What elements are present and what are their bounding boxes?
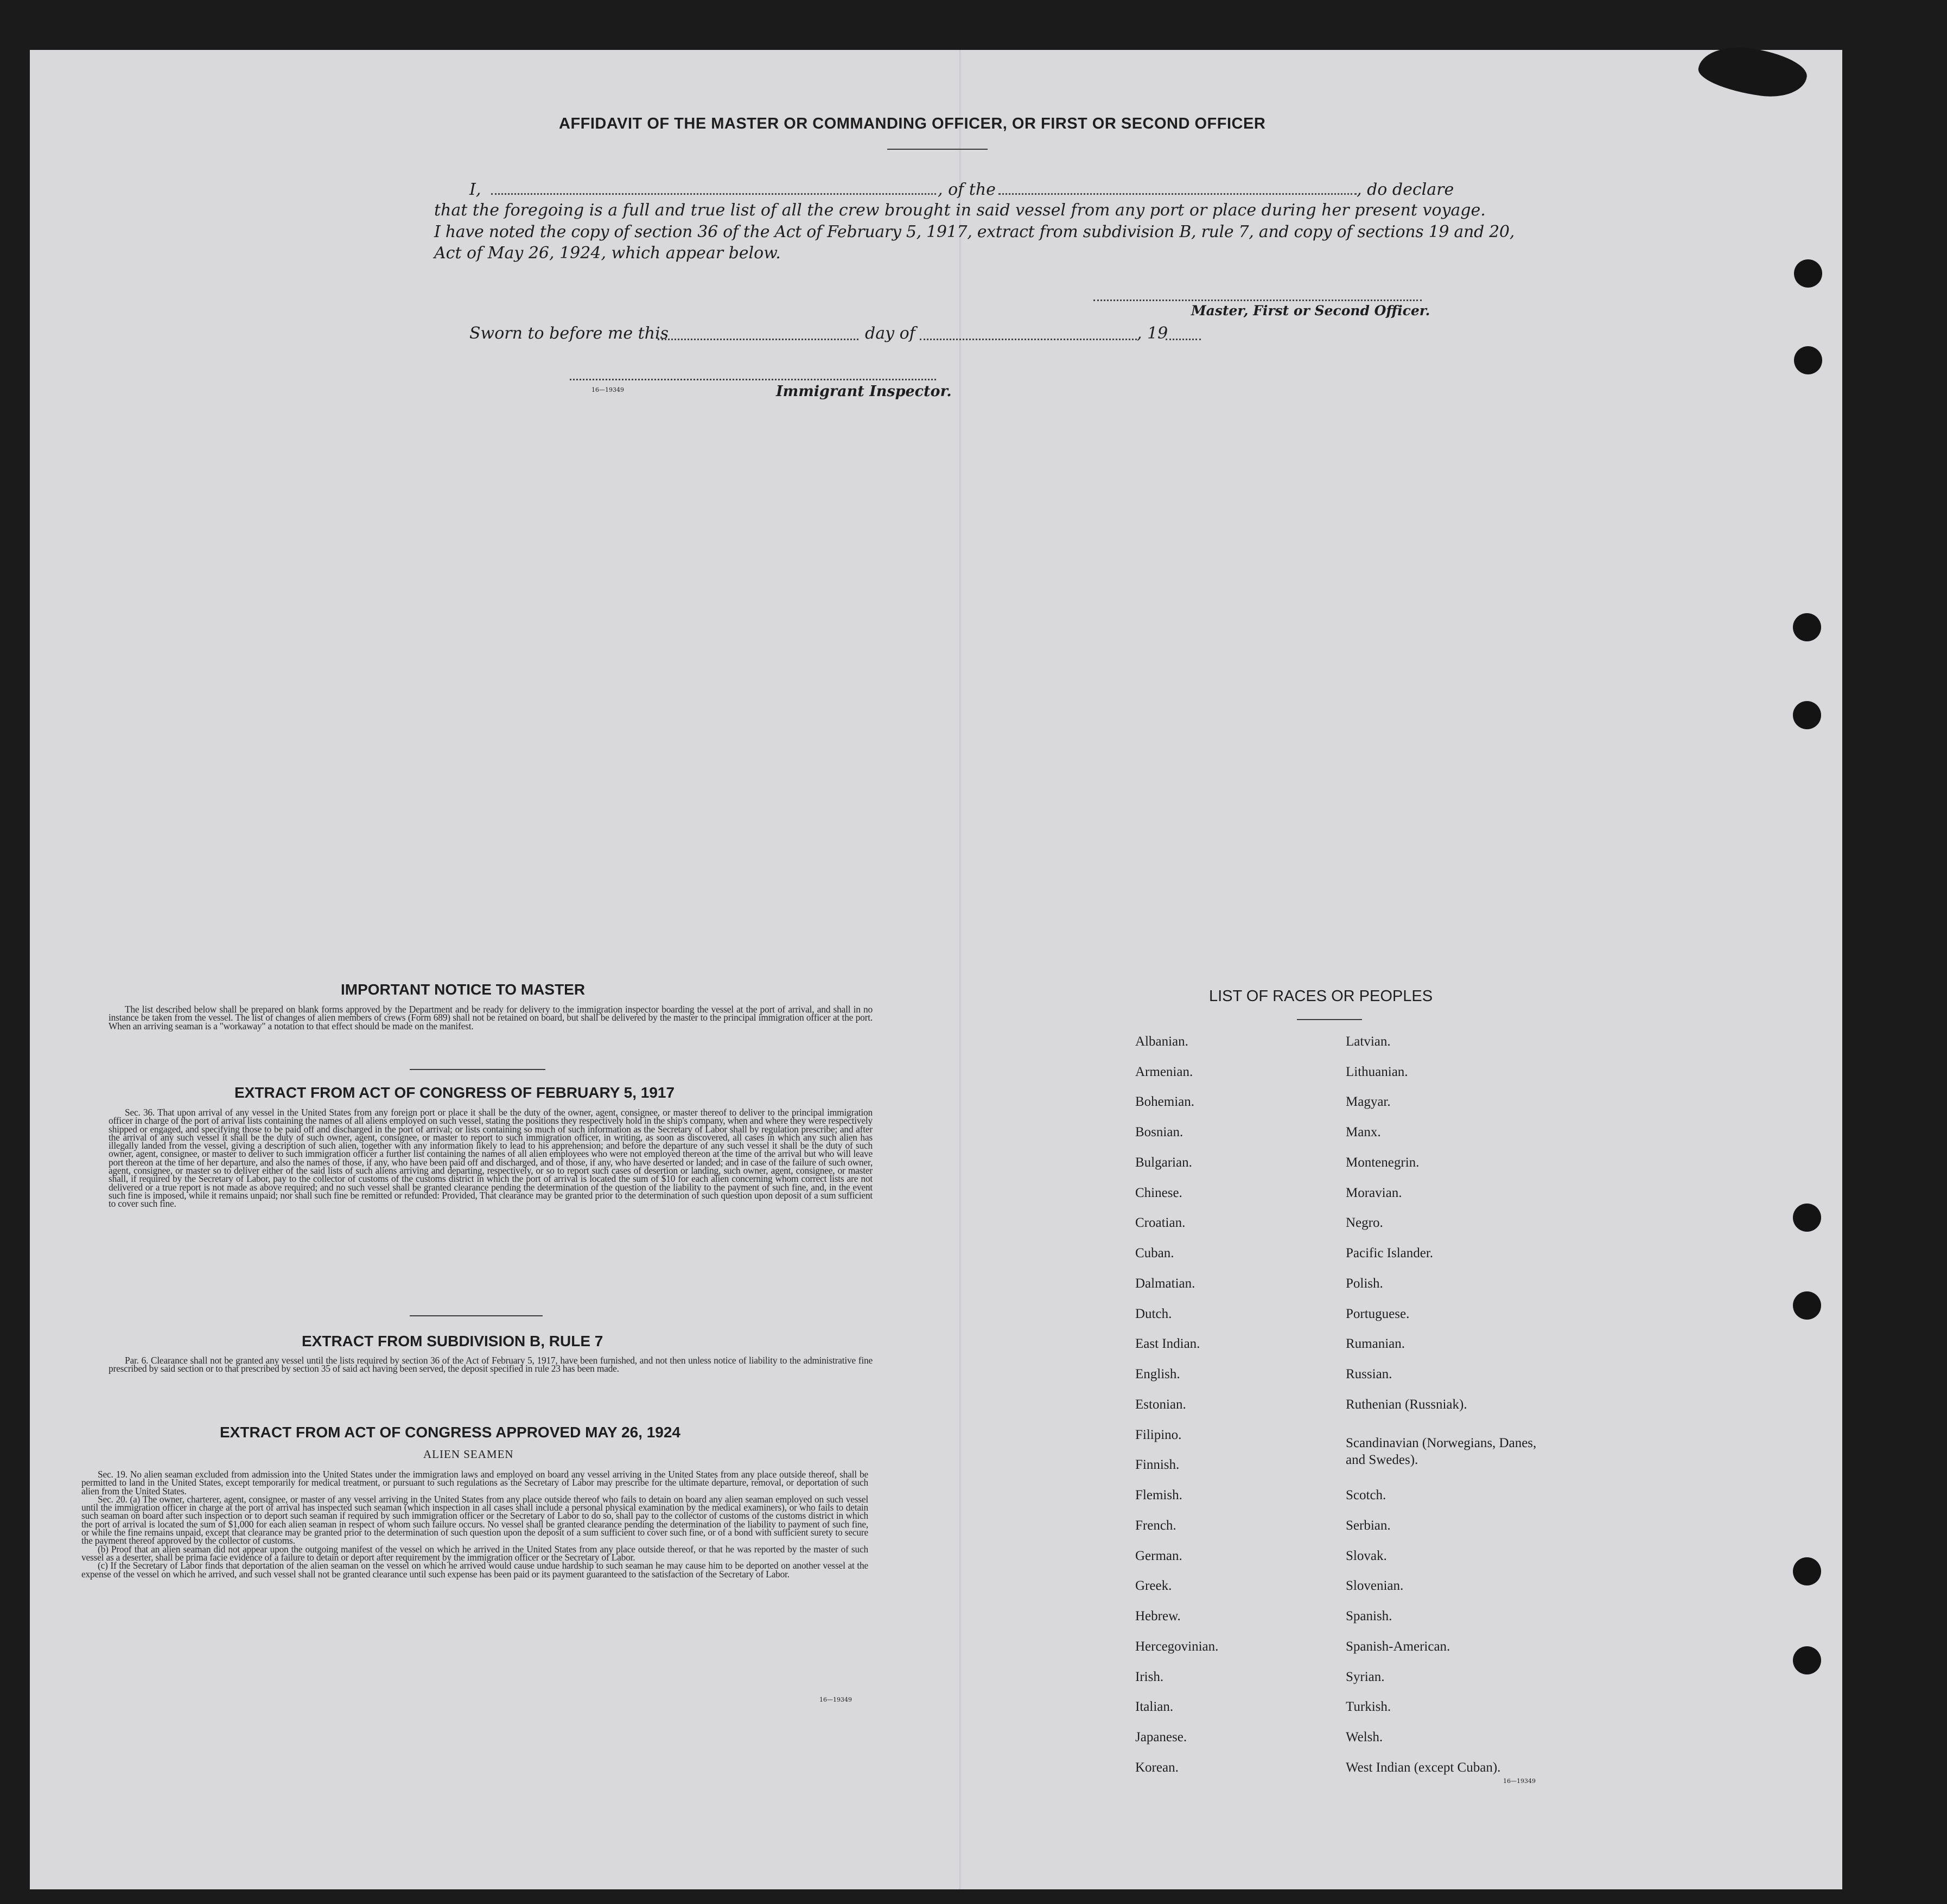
- race-right-item: Slovenian.: [1346, 1578, 1404, 1593]
- sec36-paragraph: Sec. 36. That upon arrival of any vessel in the United States from any foreign port or place it shall be the duty of the owner, agent, consignee, or master thereof to deliver to the principal immigration officer in charge of the port of arrival lists containing the names of all aliens employed on such vessel, stating the positions they respectively hold in the ship's company, when and where they were respectively shipped or engaged, and specifying those to be paid off and discharged in the port of arrival; or lists containing so much of such information as the Secretary of Labor shall by regulation prescribe; and after the arrival of any such vessel it shall be the duty of such owner, agent, consignee, or master to report to such immigration officer, in writing, as soon as discovered, all cases in which any such alien has illegally landed from the vessel, giving a description of such alien, together with any information likely to lead to his apprehension; and before the departure of any such vessel it shall be the duty of such owner, agent, consignee, or master to deliver to such immigration officer a further list containing the names of all alien employees who were not employed thereon at the time of the arrival but who will leave port thereon at the time of her departure, and also the names of those, if any, who have been paid off and discharged, and of those, if any, who have deserted or landed; and in case of the failure of such owner, agent, consignee, or master so to deliver either of the said lists of such aliens arriving and departing, respectively, or so to report such cases of desertion or landing, such owner, agent, consignee, or master shall, if required by the Secretary of Labor, pay to the collector of customs of the customs district in which the port of arrival is located the sum of $10 for each alien concerning whom correct lists are not delivered or a true report is not made as above required; and no such vessel shall be granted clearance pending the determination of the question of the liability to the payment of such fine, and, in the event such fine is imposed, while it remains unpaid; nor shall such fine be remitted or refunded: Provided, That clearance may be granted prior to the determination of such question upon deposit of a sum sufficient to cover such fine.: [109, 1107, 873, 1209]
- binder-hole: [1794, 259, 1822, 288]
- binder-hole: [1793, 1557, 1821, 1585]
- race-left-item: Finnish.: [1135, 1457, 1180, 1472]
- page-fold: [959, 50, 961, 1889]
- title-divider: [887, 149, 988, 150]
- race-left-item: Hercegovinian.: [1135, 1639, 1219, 1654]
- binder-hole: [1793, 1291, 1821, 1320]
- sworn-day-of: day of: [865, 324, 915, 343]
- extract-1917-title: EXTRACT FROM ACT OF CONGRESS OF FEBRUARY 5, 1917: [234, 1084, 675, 1101]
- race-left-item: Croatian.: [1135, 1215, 1186, 1230]
- notice-text: [109, 1005, 873, 1030]
- race-left-item: Flemish.: [1135, 1488, 1182, 1502]
- affidavit-line3: I have noted the copy of section 36 of the Act of February 5, 1917, extract from subdivision B, rule 7, and copy of sections 19 and 20,: [434, 222, 1515, 241]
- notice-title: IMPORTANT NOTICE TO MASTER: [341, 981, 586, 998]
- sec20b-paragraph: (b) Proof that an alien seaman did not appear upon the outgoing manifest of the vessel on which he arrived in the United States from any place outside thereof, or that he was reported by the master of such vessel as a deserter, shall be prima facie evidence of a failure to detain or deport after requirement by the immigration officer or the Secretary of Labor.: [81, 1543, 868, 1563]
- alien-seamen-subtitle: ALIEN SEAMEN: [423, 1448, 514, 1461]
- race-left-item: Filipino.: [1135, 1428, 1182, 1442]
- affidavit-line4: Act of May 26, 1924, which appear below.: [434, 244, 781, 263]
- race-right-item: Syrian.: [1346, 1670, 1385, 1684]
- race-left-item: Irish.: [1135, 1670, 1164, 1684]
- inspector-signature-line: [570, 379, 936, 380]
- section-divider: [410, 1315, 543, 1316]
- extract-rule7-text: [109, 1357, 873, 1373]
- race-left-item: German.: [1135, 1549, 1182, 1563]
- binder-hole: [1793, 1646, 1821, 1674]
- race-left-item: Estonian.: [1135, 1397, 1186, 1412]
- master-caption: Master, First or Second Officer.: [1191, 303, 1430, 319]
- binder-hole: [1793, 613, 1821, 641]
- sworn-month-blank: [920, 339, 1137, 340]
- races-form-number: 16—19349: [1503, 1778, 1536, 1785]
- binder-hole: [1794, 346, 1822, 374]
- affidavit-line1-end: , do declare: [1357, 180, 1454, 199]
- race-left-item: English.: [1135, 1367, 1180, 1381]
- sec20a-paragraph: Sec. 20. (a) The owner, charterer, agent, consignee, or master of any vessel arriving in the United States from any place outside thereof who fails to detain on board any alien seaman employed on such vessel until the immigration officer in charge at the port of arrival has inspected such seaman (which inspection in all cases shall include a personal physical examination by the medical examiners), or who fails to detain such seaman on board after such inspection or to deport such seaman if required by such immigration officer or the Secretary of Labor to do so, shall pay to the collector of customs of the customs district in which the port of arrival is located the sum of $1,000 for each alien seaman in respect of whom such failure occurs. No vessel shall be granted clearance pending the determination of the liability to payment of such fine, or while the fine remains unpaid, except that clearance may be granted prior to the determination of such question upon the deposit of a sum sufficient to cover such fine, or of a bond with sufficient surety to secure the payment thereof approved by the collector of customs.: [81, 1493, 868, 1546]
- race-right-item: Moravian.: [1346, 1186, 1402, 1200]
- race-left-item: Chinese.: [1135, 1186, 1182, 1200]
- race-right-item: Polish.: [1346, 1276, 1383, 1291]
- race-left-item: Cuban.: [1135, 1246, 1174, 1260]
- inspector-caption: Immigrant Inspector.: [776, 383, 952, 400]
- name-blank: [491, 193, 936, 195]
- sworn-day-blank: [658, 339, 858, 340]
- par6-paragraph: Par. 6. Clearance shall not be granted any vessel until the lists required by section 36 of the Act of February 5, 1917, have been furnished, and not then unless notice of liability to the administrative fine prescribed by said section or to that prescribed by section 35 of said act having been served, the deposit specified in rule 23 has been made.: [109, 1355, 873, 1374]
- binder-hole: [1793, 701, 1821, 729]
- race-left-item: East Indian.: [1135, 1336, 1200, 1351]
- race-right-item: Spanish.: [1346, 1609, 1392, 1623]
- race-left-item: Bulgarian.: [1135, 1155, 1192, 1170]
- race-right-item: Portuguese.: [1346, 1307, 1410, 1321]
- race-right-item: Serbian.: [1346, 1518, 1391, 1533]
- extract-1924-title: EXTRACT FROM ACT OF CONGRESS APPROVED MAY 26, 1924: [220, 1424, 680, 1441]
- race-right-item: Pacific Islander.: [1346, 1246, 1434, 1260]
- race-left-item: Japanese.: [1135, 1730, 1187, 1744]
- sworn-year: , 19: [1137, 324, 1168, 343]
- master-signature-line: [1093, 300, 1422, 301]
- sworn-year-blank: [1166, 339, 1201, 340]
- race-right-item: Lithuanian.: [1346, 1065, 1408, 1079]
- race-right-item: Latvian.: [1346, 1034, 1391, 1049]
- race-right-item: Slovak.: [1346, 1549, 1387, 1563]
- sworn-text: Sworn to before me this: [469, 324, 669, 343]
- race-left-item: Bosnian.: [1135, 1125, 1184, 1139]
- document-sheet: [30, 50, 1842, 1889]
- race-left-item: Armenian.: [1135, 1065, 1193, 1079]
- race-left-item: Dutch.: [1135, 1307, 1172, 1321]
- race-left-item: Greek.: [1135, 1578, 1172, 1593]
- binder-hole: [1793, 1203, 1821, 1232]
- race-right-item: Montenegrin.: [1346, 1155, 1420, 1170]
- vessel-blank: [998, 193, 1357, 195]
- race-right-item: Magyar.: [1346, 1094, 1391, 1109]
- affidavit-title: AFFIDAVIT OF THE MASTER OR COMMANDING OFFICER, OR FIRST OR SECOND OFFICER: [559, 115, 1266, 132]
- notice-paragraph: The list described below shall be prepared on blank forms approved by the Department and be ready for delivery to the immigration inspector boarding the vessel at the port of arrival, and shall in no instance be taken from the vessel. The list of changes of alien members of crews (Form 689) shall not be retained on board, but shall be delivered by the master to the principal immigration officer at the port. When an arriving seaman is a "workaway" a notation to that effect should be made on the manifest.: [109, 1004, 873, 1031]
- race-right-item: Negro.: [1346, 1215, 1383, 1230]
- race-right-item: Welsh.: [1346, 1730, 1383, 1744]
- affidavit-form-number: 16—19349: [591, 386, 624, 393]
- race-left-item: French.: [1135, 1518, 1176, 1533]
- race-right-item: Rumanian.: [1346, 1336, 1405, 1351]
- section-divider: [410, 1069, 545, 1070]
- race-left-item: Korean.: [1135, 1760, 1179, 1775]
- affidavit-line1-start: I,: [469, 180, 481, 199]
- affidavit-line2: that the foregoing is a full and true list of all the crew brought in said vessel from any port or place during her present voyage.: [434, 201, 1486, 220]
- extract-form-number: 16—19349: [819, 1696, 852, 1703]
- race-right-item: Scandinavian (Norwegians, Danes, and Swedes).: [1346, 1436, 1537, 1467]
- race-right-item: West Indian (except Cuban).: [1346, 1760, 1501, 1775]
- race-right-item: Russian.: [1346, 1367, 1392, 1381]
- affidavit-line1-mid: , of the: [938, 180, 996, 199]
- race-right-item: Ruthenian (Russniak).: [1346, 1397, 1467, 1412]
- race-left-item: Italian.: [1135, 1699, 1174, 1714]
- sec19-paragraph: Sec. 19. No alien seaman excluded from admission into the United States under the immigration laws and employed on board any vessel arriving in the United States from any place outside thereof, shall be permitted to land in the United States, except temporarily for medical treatment, or pursuant to such regulations as the Secretary of Labor may prescribe for the ultimate departure, removal, or deportation of such alien from the United States.: [81, 1469, 868, 1497]
- race-left-item: Bohemian.: [1135, 1094, 1195, 1109]
- extract-1917-text: [109, 1109, 873, 1208]
- race-left-item: Albanian.: [1135, 1034, 1188, 1049]
- races-divider: [1297, 1019, 1362, 1020]
- race-right-item: Spanish-American.: [1346, 1639, 1450, 1654]
- race-right-item: Turkish.: [1346, 1699, 1391, 1714]
- race-left-item: Dalmatian.: [1135, 1276, 1195, 1291]
- race-right-item: Manx.: [1346, 1125, 1381, 1139]
- races-title: LIST OF RACES OR PEOPLES: [1209, 988, 1433, 1005]
- race-left-item: Hebrew.: [1135, 1609, 1181, 1623]
- extract-rule7-title: EXTRACT FROM SUBDIVISION B, RULE 7: [302, 1333, 603, 1349]
- extract-1924-text: [81, 1470, 868, 1578]
- sec20c-paragraph: (c) If the Secretary of Labor finds that deportation of the alien seaman on the vessel on which he arrived would cause undue hardship to such seaman he may cause him to be deported on another vessel at the expense of the vessel on which he arrived, and such vessel shall not be granted clearance until such expense has been paid or its payment guaranteed to the satisfaction of the Secretary of Labor.: [81, 1560, 868, 1580]
- race-right-item: Scotch.: [1346, 1488, 1386, 1502]
